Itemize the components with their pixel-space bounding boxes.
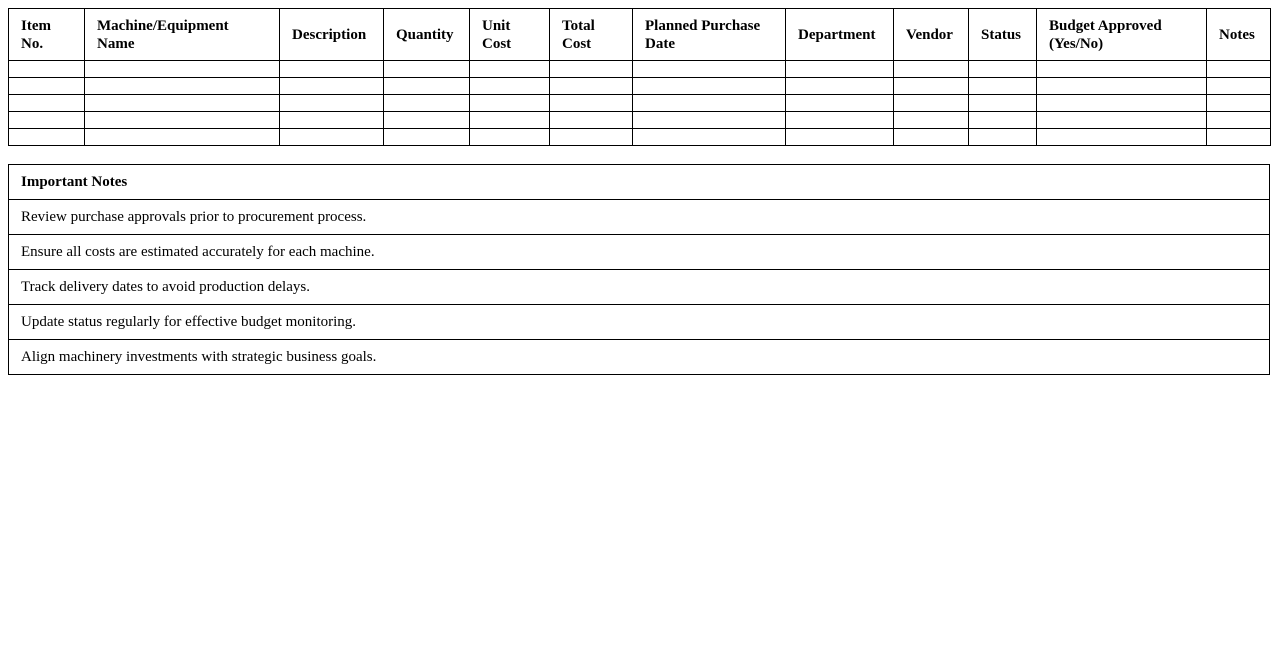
table-cell <box>633 78 786 95</box>
table-cell <box>894 112 969 129</box>
table-cell <box>1207 129 1271 146</box>
table-cell <box>894 78 969 95</box>
table-cell <box>384 129 470 146</box>
table-cell <box>894 61 969 78</box>
table-cell <box>85 112 280 129</box>
table-cell <box>633 112 786 129</box>
table-row <box>9 61 1271 78</box>
note-text: Review purchase approvals prior to procurement process. <box>9 200 1270 235</box>
table-cell <box>280 129 384 146</box>
table-header-row <box>9 9 1271 61</box>
table-cell <box>9 61 85 78</box>
notes-heading: Important Notes <box>9 165 1270 200</box>
table-cell <box>550 61 633 78</box>
important-notes-table <box>8 164 1270 375</box>
machinery-budget-table <box>8 8 1271 146</box>
table-cell <box>280 112 384 129</box>
table-cell <box>786 95 894 112</box>
table-cell <box>85 129 280 146</box>
table-cell <box>786 61 894 78</box>
column-header-item-no: Item No. <box>9 9 85 61</box>
note-row <box>9 340 1270 375</box>
column-header-status: Status <box>969 9 1037 61</box>
table-cell <box>1037 112 1207 129</box>
table-row <box>9 78 1271 95</box>
table-cell <box>9 129 85 146</box>
table-cell <box>1207 95 1271 112</box>
notes-header-row <box>9 165 1270 200</box>
table-cell <box>280 95 384 112</box>
table-row <box>9 112 1271 129</box>
column-header-department: Department <box>786 9 894 61</box>
note-text: Align machinery investments with strategic business goals. <box>9 340 1270 375</box>
table-cell <box>85 61 280 78</box>
note-text: Track delivery dates to avoid production delays. <box>9 270 1270 305</box>
column-header-total-cost: Total Cost <box>550 9 633 61</box>
table-cell <box>9 78 85 95</box>
column-header-description: Description <box>280 9 384 61</box>
column-header-budget-approved: Budget Approved (Yes/No) <box>1037 9 1207 61</box>
document-page <box>8 8 1270 375</box>
table-cell <box>470 112 550 129</box>
table-cell <box>894 129 969 146</box>
table-cell <box>1207 61 1271 78</box>
table-cell <box>550 78 633 95</box>
table-cell <box>633 95 786 112</box>
note-row <box>9 200 1270 235</box>
table-cell <box>384 61 470 78</box>
column-header-planned-purchase-date: Planned Purchase Date <box>633 9 786 61</box>
column-header-unit-cost: Unit Cost <box>470 9 550 61</box>
table-cell <box>550 129 633 146</box>
table-cell <box>1037 61 1207 78</box>
column-header-quantity: Quantity <box>384 9 470 61</box>
table-cell <box>969 95 1037 112</box>
note-text: Update status regularly for effective budget monitoring. <box>9 305 1270 340</box>
note-row <box>9 270 1270 305</box>
table-cell <box>9 95 85 112</box>
note-text: Ensure all costs are estimated accurately for each machine. <box>9 235 1270 270</box>
table-row <box>9 95 1271 112</box>
table-cell <box>1037 78 1207 95</box>
table-cell <box>9 112 85 129</box>
table-cell <box>85 95 280 112</box>
table-cell <box>470 129 550 146</box>
table-cell <box>969 61 1037 78</box>
table-cell <box>470 61 550 78</box>
table-cell <box>969 78 1037 95</box>
table-cell <box>894 95 969 112</box>
table-cell <box>786 78 894 95</box>
table-cell <box>969 129 1037 146</box>
table-cell <box>384 95 470 112</box>
table-row <box>9 129 1271 146</box>
table-cell <box>633 61 786 78</box>
table-cell <box>470 95 550 112</box>
note-row <box>9 305 1270 340</box>
table-cell <box>384 78 470 95</box>
table-cell <box>384 112 470 129</box>
table-cell <box>1037 129 1207 146</box>
table-cell <box>550 95 633 112</box>
column-header-vendor: Vendor <box>894 9 969 61</box>
table-cell <box>470 78 550 95</box>
column-header-machine-name: Machine/Equipment Name <box>85 9 280 61</box>
column-header-notes: Notes <box>1207 9 1271 61</box>
table-cell <box>550 112 633 129</box>
table-cell <box>969 112 1037 129</box>
note-row <box>9 235 1270 270</box>
table-cell <box>1207 112 1271 129</box>
table-cell <box>280 61 384 78</box>
table-cell <box>280 78 384 95</box>
table-cell <box>633 129 786 146</box>
table-cell <box>786 112 894 129</box>
table-cell <box>1037 95 1207 112</box>
table-cell <box>1207 78 1271 95</box>
table-cell <box>786 129 894 146</box>
table-cell <box>85 78 280 95</box>
